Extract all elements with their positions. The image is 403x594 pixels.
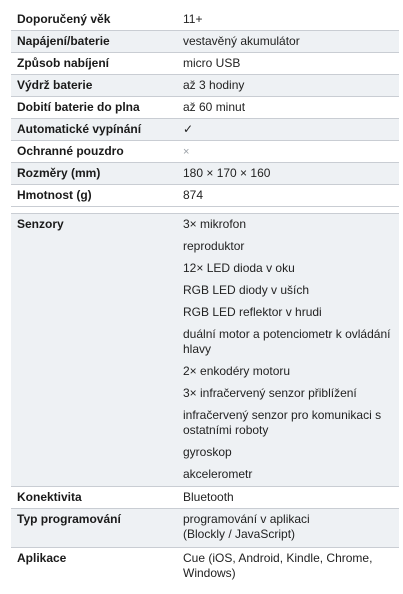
list-item: duální motor a potenciometr k ovládání hlavy — [183, 327, 391, 356]
sensor-list — [183, 214, 399, 487]
spec-label: Aplikace — [11, 548, 183, 584]
spec-row-dimensions — [11, 163, 399, 185]
spec-table — [11, 9, 399, 583]
list-item: akcelerometr — [183, 467, 253, 481]
spec-label: Doporučený věk — [11, 9, 183, 31]
spec-row-auto-off — [11, 119, 399, 141]
spec-row-battery-life — [11, 75, 399, 97]
spec-value — [183, 509, 399, 548]
list-item: reproduktor — [183, 239, 245, 253]
spec-row-charging — [11, 53, 399, 75]
list-item: infračervený senzor pro komunikaci s ostatními roboty — [183, 408, 382, 437]
spec-label: Automatické vypínání — [11, 119, 183, 141]
list-item: RGB LED reflektor v hrudi — [183, 305, 322, 319]
spec-label: Ochranné pouzdro — [11, 141, 183, 163]
spec-row-connectivity — [11, 487, 399, 509]
programming-value: programování v aplikaci (Blockly / JavaScript) — [183, 512, 310, 541]
cross-icon: × — [183, 146, 190, 158]
section-divider — [11, 207, 399, 214]
spec-value: 874 — [183, 185, 399, 207]
list-item: gyroskop — [183, 445, 232, 459]
spec-value — [183, 548, 399, 584]
list-item: 12× LED dioda v oku — [183, 261, 295, 275]
spec-value: 11+ — [183, 9, 399, 31]
list-item: 2× enkodéry motoru — [183, 364, 291, 378]
spec-value: 180 × 170 × 160 — [183, 163, 399, 185]
list-item: 3× mikrofon — [183, 217, 247, 231]
spec-label: Typ programování — [11, 509, 183, 548]
spec-label: Hmotnost (g) — [11, 185, 183, 207]
spec-label: Konektivita — [11, 487, 183, 509]
spec-row-apps — [11, 548, 399, 584]
spec-value: vestavěný akumulátor — [183, 31, 399, 53]
spec-label: Výdrž baterie — [11, 75, 183, 97]
list-item: 3× infračervený senzor přiblížení — [183, 386, 357, 400]
spec-row-sensors — [11, 214, 399, 487]
check-icon: ✓ — [183, 122, 194, 136]
spec-row-programming — [11, 509, 399, 548]
spec-label: Senzory — [11, 214, 183, 487]
spec-label: Dobití baterie do plna — [11, 97, 183, 119]
spec-row-case — [11, 141, 399, 163]
spec-row-age — [11, 9, 399, 31]
spec-value: Bluetooth — [183, 487, 399, 509]
spec-value: až 3 hodiny — [183, 75, 399, 97]
spec-label: Způsob nabíjení — [11, 53, 183, 75]
spec-value: micro USB — [183, 53, 399, 75]
spec-value: až 60 minut — [183, 97, 399, 119]
spec-label: Rozměry (mm) — [11, 163, 183, 185]
spec-label: Napájení/baterie — [11, 31, 183, 53]
apps-value: Cue (iOS, Android, Kindle, Chrome, Windows) — [183, 551, 373, 580]
list-item: RGB LED diody v uších — [183, 283, 310, 297]
spec-row-weight — [11, 185, 399, 207]
spec-row-power — [11, 31, 399, 53]
spec-row-charge-time — [11, 97, 399, 119]
